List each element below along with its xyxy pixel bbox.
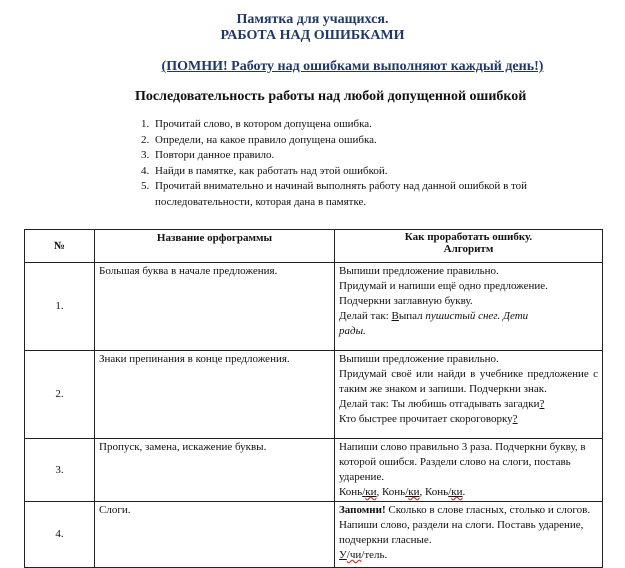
syllable-word: Конь (425, 486, 449, 498)
col-header-num: № (25, 230, 95, 263)
table-row (25, 351, 603, 439)
terminal-period: . (462, 486, 466, 498)
algo-line (339, 503, 598, 548)
algo-line: Придумай и напиши ещё одно предложение. (339, 280, 548, 292)
syllable-word: Конь (382, 486, 406, 498)
steps-list (130, 117, 612, 210)
example-line (339, 324, 598, 339)
page-title: РАБОТА НАД ОШИБКАМИ (220, 28, 405, 43)
syllable-part: ки (365, 486, 377, 498)
separator: , (419, 486, 425, 498)
example-italic: ети (509, 310, 529, 322)
syllable-part: /тель. (361, 549, 388, 561)
row-number: 2. (25, 351, 95, 439)
spelling-rule-name: Пропуск, замена, искажение буквы. (95, 439, 335, 502)
example-line (339, 397, 598, 412)
algo-line: Выпиши предложение правильно. (339, 353, 499, 365)
reminder-line: (ПОМНИ! Работу над ошибками выполняют каждый день!) (161, 59, 544, 74)
algo-line: Напиши слово правильно 3 раза. Подчеркни букву, в которой ошибся. Раздели слово на слоги, поставь ударение. (339, 441, 586, 483)
sequence-heading: Последовательность работы над любой допущенной ошибкой (135, 89, 527, 104)
example-word: ыпал (398, 310, 423, 322)
table-row (25, 502, 603, 568)
separator: , (376, 486, 382, 498)
col-header-algorithm (335, 230, 603, 263)
step-item: 4. Найди в памятке, как работать над этой ошибкой. (152, 164, 612, 180)
table-header-row (25, 230, 603, 263)
algo-line: Выпиши предложение правильно. (339, 265, 499, 277)
algo-header-line2: Алгоритм (443, 243, 494, 255)
algorithm-cell (335, 351, 603, 439)
algo-text: Сколько в слове гласных, столько и слогов. Напиши слово, раздели на слоги. Поставь ударение, подчеркни гласные. (339, 504, 591, 546)
punctuation-mark: ? (512, 413, 518, 425)
algorithm-cell (335, 502, 603, 568)
example-line: Конь/ки, Конь/ки, Конь/ки. (339, 486, 466, 498)
row-number: 1. (25, 263, 95, 351)
capital-letter: В (391, 310, 399, 322)
capital-letter: Д (502, 310, 510, 322)
col-header-name: Название орфограммы (95, 230, 335, 263)
example-line (339, 309, 598, 324)
algorithm-cell (335, 439, 603, 502)
spelling-rule-name: Большая буква в начале предложения. (95, 263, 335, 351)
step-item: 3. Повтори данное правило. (152, 148, 612, 164)
example-line (339, 548, 598, 563)
step-item: 1. Прочитай слово, в котором допущена ошибка. (152, 117, 612, 133)
step-item: 2. Определи, на какое правило допущена ошибка. (152, 133, 612, 149)
memo-title: Памятка для учащихся. (236, 12, 389, 27)
table-row (25, 263, 603, 351)
row-number: 3. (25, 439, 95, 502)
syllable-part: /чи (346, 549, 362, 561)
syllable-part: ки (451, 486, 463, 498)
algo-line: Подчеркни заглавную букву. (339, 295, 473, 307)
remember-label: Запомни! (339, 504, 386, 516)
algorithm-cell (335, 263, 603, 351)
spelling-rule-name: Слоги. (95, 502, 335, 568)
step-item: 5. Прочитай внимательно и начинай выполнять работу над данной ошибкой в той последовательности, которая дана в памятке. (152, 179, 612, 210)
table-row (25, 439, 603, 502)
example-italic: пушистый снег. (425, 310, 501, 322)
example-line (339, 412, 598, 427)
syllable-word: Конь (339, 486, 363, 498)
example-text: Делай так: Ты любишь отгадывать загадки (339, 398, 540, 410)
syllable-part: ки (408, 486, 420, 498)
example-text: Кто быстрее прочитает скороговорку (339, 413, 513, 425)
algo-line: Придумай своё или найди в учебнике предложение с таким же знаком и запиши. Подчеркни знак. (339, 368, 598, 395)
punctuation-mark: ? (539, 398, 545, 410)
example-prefix: Делай так: (339, 310, 389, 322)
spelling-rule-name: Знаки препинания в конце предложения. (95, 351, 335, 439)
row-number: 4. (25, 502, 95, 568)
example-italic: рады. (339, 325, 366, 337)
error-work-table (24, 229, 603, 568)
algo-header-line1: Как проработать ошибку. (404, 231, 533, 243)
syllable-vowel: У (339, 549, 347, 561)
